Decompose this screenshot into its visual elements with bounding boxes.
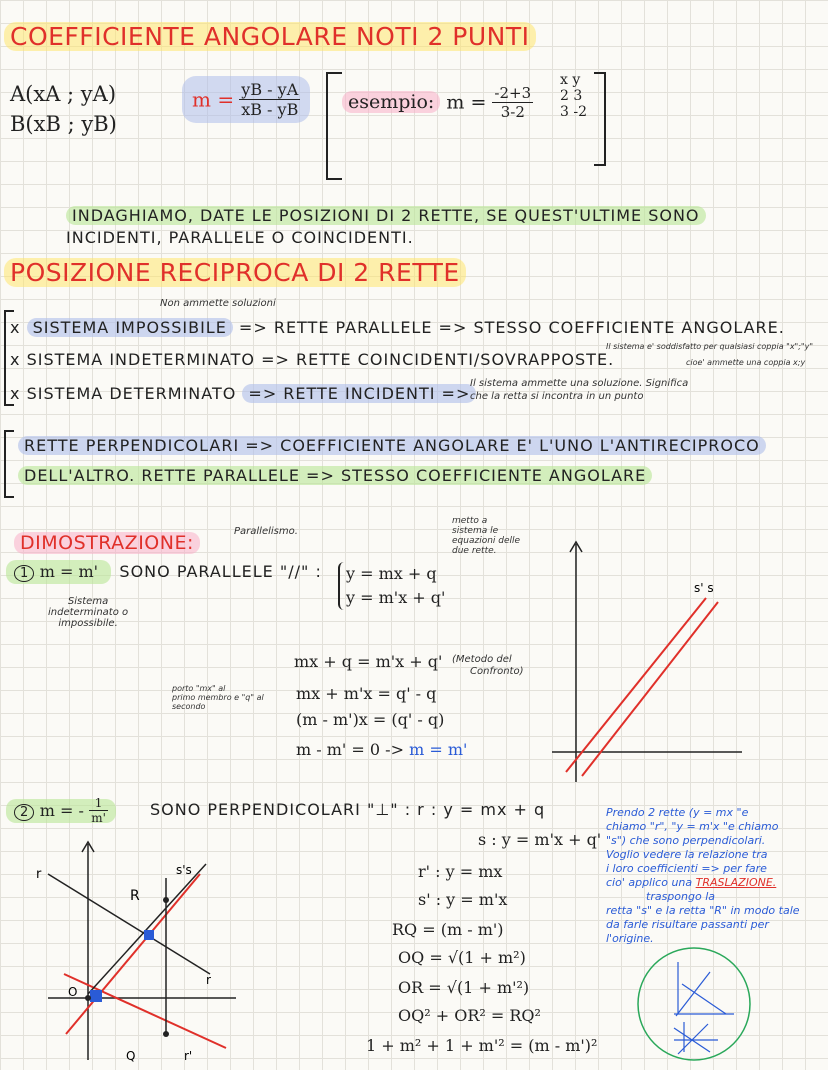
example-table-row1: 2 3: [560, 88, 583, 104]
heading-coefficiente-angolare: COEFFICIENTE ANGOLARE NOTI 2 PUNTI: [4, 22, 536, 51]
heading-posizione-reciproca: POSIZIONE RECIPROCA DI 2 RETTE: [4, 258, 466, 287]
example-lhs: m =: [446, 91, 487, 114]
line-s: [582, 602, 718, 776]
case1-cond: m = m': [39, 562, 99, 581]
case1-step1-note: (Metodo del: [452, 654, 512, 665]
explain-line: da farle risultare passanti per: [606, 918, 769, 931]
case2-final: 1 + m² + 1 + m'² = (m - m')²: [366, 1036, 598, 1055]
note-indeterminato: Il sistema e' soddisfatto per qualsiasi coppia "x";"y": [606, 342, 814, 351]
note-parallelismo: Parallelismo.: [234, 526, 298, 537]
case2-s1: s' : y = m'x: [418, 890, 508, 909]
perp-line-1-text: RETTE PERPENDICOLARI => COEFFICIENTE ANGOLARE E' L'UNO L'ANTIRECIPROCO: [18, 436, 766, 455]
case1-graph: [546, 536, 746, 786]
example-block: [342, 84, 533, 121]
formula-fraction: [239, 80, 300, 119]
case1-sys1: y = mx + q: [346, 564, 437, 583]
example-numerator: -2+3: [494, 84, 532, 102]
note-line: impossibile.: [58, 618, 118, 629]
label-r: r: [36, 867, 42, 882]
case2-line-s: s : y = m'x + q': [478, 830, 602, 849]
explain-line: [606, 876, 800, 890]
formula-lhs: m =: [192, 87, 235, 112]
case1-system: [338, 562, 445, 610]
explain-line: i loro coefficienti => per fare: [606, 862, 767, 875]
case-indeterminato: [10, 350, 614, 369]
example-table-row2: 3 -2: [560, 104, 587, 120]
graph-label-s: s' s: [694, 581, 714, 595]
label-capital-r: R: [130, 888, 140, 904]
case-determinato: [10, 384, 476, 403]
case1-step4-text: m - m' = 0 ->: [296, 740, 404, 759]
explain-line: Voglio vedere la relazione tra: [606, 848, 768, 861]
demo-title: DIMOSTRAZIONE:: [14, 532, 200, 554]
case2-pyth: OQ² + OR² = RQ²: [398, 1006, 541, 1025]
case1-number: 1: [14, 565, 34, 582]
case2-r1: r' : y = mx: [418, 862, 503, 881]
case2-rq: RQ = (m - m'): [392, 920, 504, 939]
note-line: porto "mx" al: [172, 684, 226, 693]
case1-step3: (m - m')x = (q' - q): [296, 710, 445, 729]
case-right: => RETTE PARALLELE => STESSO COEFFICIENTE ANGOLARE.: [238, 318, 785, 337]
label-s: s's: [176, 863, 192, 877]
perp-bracket: [4, 430, 14, 498]
note-line: sistema le: [452, 526, 499, 536]
case1-step4: [296, 740, 467, 759]
right-angle-top: [144, 930, 154, 940]
intro-line-1: INDAGHIAMO, DATE LE POSIZIONI DI 2 RETTE, SE QUEST'ULTIME SONO: [66, 206, 706, 225]
label-r-lower: r: [206, 973, 211, 987]
note-line: Sistema: [67, 596, 109, 607]
case1-step2-note: [172, 684, 264, 711]
example-fraction: [492, 84, 533, 121]
point-o: [85, 995, 91, 1001]
label-o: O: [68, 985, 78, 999]
note-line: secondo: [172, 702, 206, 711]
sketch-line-s-2: [678, 1024, 708, 1054]
case2-oq: OQ = √(1 + m²): [398, 948, 526, 967]
case1-header: [6, 562, 322, 582]
case-marker: x: [10, 318, 21, 337]
case1-note-sistema: [48, 596, 128, 629]
example-denominator: 3-2: [500, 103, 525, 121]
note-coppia: cioe' ammette una coppia x;y: [686, 358, 806, 367]
case2-explanation: [606, 806, 800, 946]
case-left: SISTEMA DETERMINATO: [26, 384, 237, 403]
note-determinato-1: Il sistema ammette una soluzione. Significa: [470, 378, 689, 389]
explain-line: Prendo 2 rette (y = mx "e: [606, 806, 749, 819]
note-line: due rette.: [452, 546, 497, 556]
note-line: primo membro e "q" al: [172, 693, 264, 702]
case1-step4-result: m = m': [409, 740, 468, 759]
case2-number: 2: [14, 804, 34, 821]
explain-line: l'origine.: [606, 932, 654, 945]
note-line: equazioni delle: [452, 536, 521, 546]
label-q: Q: [126, 1049, 136, 1063]
explain-line: "s") che sono perpendicolari.: [606, 834, 766, 847]
point-r: [163, 897, 169, 903]
perp-line-2-text: DELL'ALTRO. RETTE PARALLELE => STESSO COEFFICIENTE ANGOLARE: [18, 466, 652, 485]
case-right: => RETTE COINCIDENTI/SOVRAPPOSTE.: [261, 350, 615, 369]
note-line: indeterminato o: [48, 607, 129, 618]
case1-condition: [6, 560, 111, 584]
explain-text: cio' applico una: [606, 876, 693, 889]
line-s: [88, 864, 206, 994]
intro-line-2: INCIDENTI, PARALLELE O COINCIDENTI.: [66, 228, 414, 247]
sketch-line-s: [676, 972, 710, 1016]
label-r-prime: r': [184, 1049, 193, 1063]
case1-step2: mx + m'x = q' - q: [296, 684, 437, 703]
case1-step1: mx + q = m'x + q': [294, 652, 443, 671]
case-marker: x: [10, 350, 21, 369]
example-table: [560, 72, 587, 120]
case1-label: SONO PARALLELE "//" :: [119, 562, 322, 581]
point-q: [163, 1031, 169, 1037]
perp-line-1: [18, 436, 766, 455]
slope-formula: [182, 76, 310, 123]
explain-line: chiamo "r", "y = m'x "e chiamo: [606, 820, 779, 833]
point-a: A(xA ; yA): [10, 82, 117, 106]
case2-graph: [30, 834, 250, 1064]
right-angle-o: [90, 990, 102, 1002]
explain-line: retta "s" e la retta "R" in modo tale: [606, 904, 800, 917]
case2-cond-lhs: m = -: [39, 800, 84, 820]
case-right: => RETTE INCIDENTI =>: [242, 384, 476, 403]
case-left: SISTEMA IMPOSSIBILE: [27, 318, 233, 337]
case2-or: OR = √(1 + m'²): [398, 978, 530, 997]
example-table-head: x y: [560, 72, 581, 88]
explain-line: traspongo la: [646, 890, 715, 903]
case1-step1-note2: Confronto): [470, 666, 524, 677]
sketch-circle: [638, 948, 750, 1060]
case2-cond-fraction: [89, 796, 108, 825]
note-determinato-2: che la retta si incontra in un punto: [470, 391, 644, 402]
case2-cond-num: 1: [89, 796, 108, 811]
case-impossibile: [10, 318, 785, 337]
note-no-solutions: Non ammette soluzioni: [160, 298, 276, 309]
case2-label: SONO PERPENDICOLARI "⊥" : r : y = mx + q: [150, 800, 546, 819]
case1-note-metto: [452, 516, 520, 556]
case2-condition: [6, 796, 116, 825]
example-bracket-left: [326, 72, 342, 180]
note-line: metto a: [452, 516, 488, 526]
perp-line-2: [18, 466, 652, 485]
example-bracket-right: [594, 72, 606, 166]
case2-cond-den: m': [91, 811, 106, 825]
case2-header: [6, 796, 116, 825]
explain-traslazione: TRASLAZIONE.: [695, 876, 777, 889]
case1-sys2: y = m'x + q': [346, 588, 446, 607]
case-left: SISTEMA INDETERMINATO: [26, 350, 255, 369]
point-b: B(xB ; yB): [10, 112, 117, 136]
line-s-prime: [566, 598, 706, 772]
case-marker: x: [10, 384, 21, 403]
example-label: esempio:: [342, 91, 440, 113]
formula-numerator: yB - yA: [239, 80, 300, 100]
traslazione-sketch: [634, 944, 754, 1064]
formula-denominator: xB - yB: [241, 100, 299, 119]
